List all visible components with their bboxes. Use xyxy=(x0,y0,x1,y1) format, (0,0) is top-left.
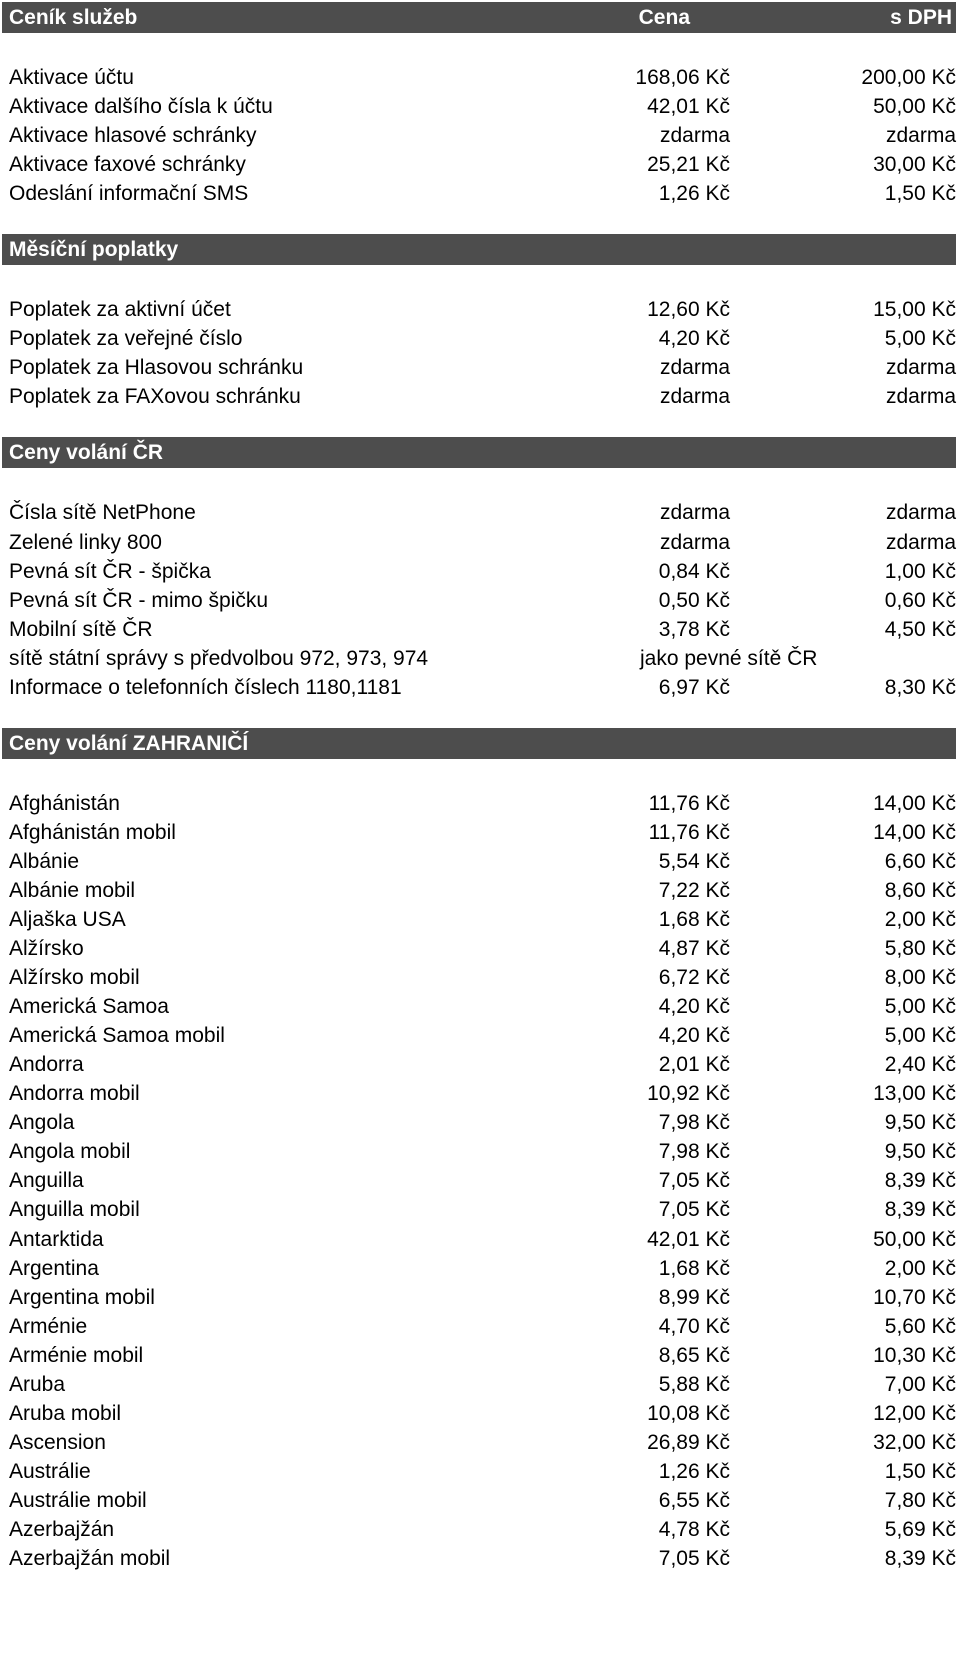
price-with-vat: zdarma xyxy=(885,501,956,524)
service-label: Odeslání informační SMS xyxy=(9,182,249,205)
price-value: 26,89 Kč xyxy=(647,1431,730,1454)
price-with-vat: 15,00 Kč xyxy=(873,298,956,321)
price-with-vat: 10,70 Kč xyxy=(873,1286,956,1309)
price-row xyxy=(0,497,960,527)
price-row xyxy=(0,1398,960,1428)
price-row xyxy=(0,91,960,121)
price-row xyxy=(0,323,960,353)
service-label: Poplatek za veřejné číslo xyxy=(9,327,243,350)
column-header-vat: s DPH xyxy=(890,6,952,29)
price-row xyxy=(0,178,960,208)
price-row xyxy=(0,381,960,411)
price-row xyxy=(0,991,960,1021)
service-label: Poplatek za aktivní účet xyxy=(9,298,231,321)
price-value: 42,01 Kč xyxy=(647,1228,730,1251)
section-header xyxy=(2,728,956,759)
price-with-vat: 4,50 Kč xyxy=(884,618,956,641)
service-label: Azerbajžán xyxy=(9,1518,115,1541)
price-value: 6,55 Kč xyxy=(658,1489,730,1512)
price-row xyxy=(0,672,960,702)
price-value: 5,54 Kč xyxy=(658,850,730,873)
price-row xyxy=(0,1369,960,1399)
service-label: Argentina mobil xyxy=(9,1286,155,1309)
price-value: 25,21 Kč xyxy=(647,153,730,176)
service-label: Azerbajžán mobil xyxy=(9,1547,171,1570)
section-header xyxy=(2,234,956,265)
price-row xyxy=(0,120,960,150)
service-label: Čísla sítě NetPhone xyxy=(9,501,196,524)
price-with-vat: 5,69 Kč xyxy=(884,1518,956,1541)
price-value: zdarma xyxy=(659,531,730,554)
service-label: Aktivace účtu xyxy=(9,66,134,89)
price-row xyxy=(0,1427,960,1457)
price-value: 4,70 Kč xyxy=(658,1315,730,1338)
price-with-vat: 5,00 Kč xyxy=(884,995,956,1018)
price-row xyxy=(0,788,960,818)
service-label: Informace o telefonních číslech 1180,1181 xyxy=(9,676,402,699)
price-value: 7,98 Kč xyxy=(658,1140,730,1163)
service-label: Albánie mobil xyxy=(9,879,136,902)
price-value: 10,92 Kč xyxy=(647,1082,730,1105)
price-with-vat: 1,00 Kč xyxy=(884,560,956,583)
price-value: 3,78 Kč xyxy=(658,618,730,641)
price-row xyxy=(0,1078,960,1108)
price-with-vat: 2,00 Kč xyxy=(884,908,956,931)
service-label: Pevná sít ČR - mimo špičku xyxy=(9,589,269,612)
price-value: 4,20 Kč xyxy=(658,995,730,1018)
service-label: Mobilní sítě ČR xyxy=(9,618,153,641)
price-with-vat: 8,30 Kč xyxy=(884,676,956,699)
service-label: Antarktida xyxy=(9,1228,104,1251)
column-header-price: Cena xyxy=(638,6,690,29)
price-with-vat: 1,50 Kč xyxy=(884,1460,956,1483)
price-list-header xyxy=(2,2,956,33)
price-with-vat: zdarma xyxy=(885,124,956,147)
price-with-vat: 50,00 Kč xyxy=(873,1228,956,1251)
price-value: 4,20 Kč xyxy=(658,327,730,350)
price-value: 1,68 Kč xyxy=(658,1257,730,1280)
price-value: 42,01 Kč xyxy=(647,95,730,118)
service-label: Zelené linky 800 xyxy=(9,531,162,554)
price-row xyxy=(0,614,960,644)
price-with-vat: 7,80 Kč xyxy=(884,1489,956,1512)
price-with-vat: 12,00 Kč xyxy=(873,1402,956,1425)
price-row xyxy=(0,1485,960,1515)
service-label: Angola mobil xyxy=(9,1140,131,1163)
price-row xyxy=(0,875,960,905)
price-value: zdarma xyxy=(659,501,730,524)
price-with-vat: 8,39 Kč xyxy=(884,1547,956,1570)
service-label: Aktivace hlasové schránky xyxy=(9,124,257,147)
service-label: Ascension xyxy=(9,1431,106,1454)
price-with-vat: 30,00 Kč xyxy=(873,153,956,176)
price-value: 7,05 Kč xyxy=(658,1198,730,1221)
service-label: Arménie mobil xyxy=(9,1344,144,1367)
price-with-vat: 8,00 Kč xyxy=(884,966,956,989)
price-row xyxy=(0,1107,960,1137)
price-row xyxy=(0,149,960,179)
price-row xyxy=(0,352,960,382)
price-row xyxy=(0,62,960,92)
price-with-vat: 14,00 Kč xyxy=(873,792,956,815)
price-value: 10,08 Kč xyxy=(647,1402,730,1425)
price-value: 4,87 Kč xyxy=(658,937,730,960)
price-list-title: Ceník služeb xyxy=(9,6,138,29)
price-with-vat: zdarma xyxy=(885,356,956,379)
price-with-vat: 50,00 Kč xyxy=(873,95,956,118)
service-label: Albánie xyxy=(9,850,80,873)
price-with-vat: zdarma xyxy=(885,385,956,408)
price-row xyxy=(0,1514,960,1544)
price-with-vat: 9,50 Kč xyxy=(884,1111,956,1134)
service-label: Andorra xyxy=(9,1053,84,1076)
price-with-vat: 8,60 Kč xyxy=(884,879,956,902)
price-row xyxy=(0,933,960,963)
price-row xyxy=(0,1253,960,1283)
price-with-vat: 5,80 Kč xyxy=(884,937,956,960)
price-value: 1,26 Kč xyxy=(658,1460,730,1483)
price-with-vat: 0,60 Kč xyxy=(884,589,956,612)
service-label: Poplatek za Hlasovou schránku xyxy=(9,356,304,379)
price-row xyxy=(0,527,960,557)
price-row xyxy=(0,1136,960,1166)
price-with-vat: 5,00 Kč xyxy=(884,327,956,350)
price-row xyxy=(0,1340,960,1370)
price-row xyxy=(0,1311,960,1341)
price-with-vat: 6,60 Kč xyxy=(884,850,956,873)
price-row xyxy=(0,556,960,586)
price-row xyxy=(0,1282,960,1312)
section-title: Ceny volání ZAHRANIČÍ xyxy=(9,731,249,755)
service-label: Aljaška USA xyxy=(9,908,126,931)
price-value: 4,20 Kč xyxy=(658,1024,730,1047)
price-with-vat: 2,40 Kč xyxy=(884,1053,956,1076)
price-value: 1,68 Kč xyxy=(658,908,730,931)
price-value: zdarma xyxy=(659,124,730,147)
service-label: Argentina xyxy=(9,1257,99,1280)
price-row xyxy=(0,585,960,615)
price-value: 11,76 Kč xyxy=(648,792,730,815)
price-value: 8,99 Kč xyxy=(658,1286,730,1309)
price-with-vat: 5,60 Kč xyxy=(884,1315,956,1338)
price-row xyxy=(0,1456,960,1486)
service-label: Andorra mobil xyxy=(9,1082,140,1105)
price-value: 0,50 Kč xyxy=(658,589,730,612)
service-label: Austrálie xyxy=(9,1460,91,1483)
service-label: Angola xyxy=(9,1111,75,1134)
service-label: Americká Samoa xyxy=(9,995,169,1018)
price-value: 7,22 Kč xyxy=(658,879,730,902)
price-value: 0,84 Kč xyxy=(658,560,730,583)
price-with-vat: 7,00 Kč xyxy=(884,1373,956,1396)
price-value: zdarma xyxy=(659,356,730,379)
price-value: 6,72 Kč xyxy=(658,966,730,989)
price-value: 7,98 Kč xyxy=(658,1111,730,1134)
price-with-vat: zdarma xyxy=(885,531,956,554)
service-label: Aktivace dalšího čísla k účtu xyxy=(9,95,273,118)
price-value: zdarma xyxy=(659,385,730,408)
price-row xyxy=(0,1165,960,1195)
price-with-vat: 5,00 Kč xyxy=(884,1024,956,1047)
service-label: Anguilla xyxy=(9,1169,84,1192)
service-label: Aruba xyxy=(9,1373,66,1396)
price-row xyxy=(0,817,960,847)
service-label: Afghánistán xyxy=(9,792,120,815)
price-row xyxy=(0,962,960,992)
price-row xyxy=(0,1194,960,1224)
price-with-vat: 8,39 Kč xyxy=(884,1198,956,1221)
price-with-vat: 14,00 Kč xyxy=(873,821,956,844)
price-value: 11,76 Kč xyxy=(648,821,730,844)
price-row xyxy=(0,904,960,934)
price-with-vat: 9,50 Kč xyxy=(884,1140,956,1163)
price-with-vat: 200,00 Kč xyxy=(861,66,956,89)
price-row xyxy=(0,846,960,876)
price-value: 5,88 Kč xyxy=(658,1373,730,1396)
price-row xyxy=(0,643,960,673)
section-header xyxy=(2,437,956,468)
service-label: Alžírsko mobil xyxy=(9,966,140,989)
service-label: Arménie xyxy=(9,1315,88,1338)
price-row xyxy=(0,1020,960,1050)
service-label: Alžírsko xyxy=(9,937,84,960)
section-title: Ceny volání ČR xyxy=(9,441,164,465)
price-value: 4,78 Kč xyxy=(658,1518,730,1541)
price-with-vat: 1,50 Kč xyxy=(884,182,956,205)
price-row xyxy=(0,294,960,324)
price-with-vat: 8,39 Kč xyxy=(884,1169,956,1192)
service-label: Poplatek za FAXovou schránku xyxy=(9,385,301,408)
price-value: 2,01 Kč xyxy=(658,1053,730,1076)
price-value: 8,65 Kč xyxy=(658,1344,730,1367)
service-label: sítě státní správy s předvolbou 972, 973, 974 xyxy=(9,647,429,670)
price-with-vat: 10,30 Kč xyxy=(873,1344,956,1367)
price-value: 168,06 Kč xyxy=(635,66,730,89)
service-label: Austrálie mobil xyxy=(9,1489,147,1512)
price-row xyxy=(0,1049,960,1079)
price-row xyxy=(0,1543,960,1573)
price-value: 6,97 Kč xyxy=(658,676,730,699)
price-with-vat: 32,00 Kč xyxy=(873,1431,956,1454)
price-value: 12,60 Kč xyxy=(647,298,730,321)
price-with-vat: 2,00 Kč xyxy=(884,1257,956,1280)
service-label: Anguilla mobil xyxy=(9,1198,140,1221)
price-value: 1,26 Kč xyxy=(658,182,730,205)
price-value: 7,05 Kč xyxy=(658,1169,730,1192)
price-note: jako pevné sítě ČR xyxy=(640,647,818,670)
price-with-vat: 13,00 Kč xyxy=(873,1082,956,1105)
service-label: Aruba mobil xyxy=(9,1402,122,1425)
service-label: Aktivace faxové schránky xyxy=(9,153,246,176)
service-label: Pevná sít ČR - špička xyxy=(9,560,211,583)
price-row xyxy=(0,1224,960,1254)
section-title: Měsíční poplatky xyxy=(9,238,179,262)
service-label: Afghánistán mobil xyxy=(9,821,176,844)
price-value: 7,05 Kč xyxy=(658,1547,730,1570)
service-label: Americká Samoa mobil xyxy=(9,1024,225,1047)
